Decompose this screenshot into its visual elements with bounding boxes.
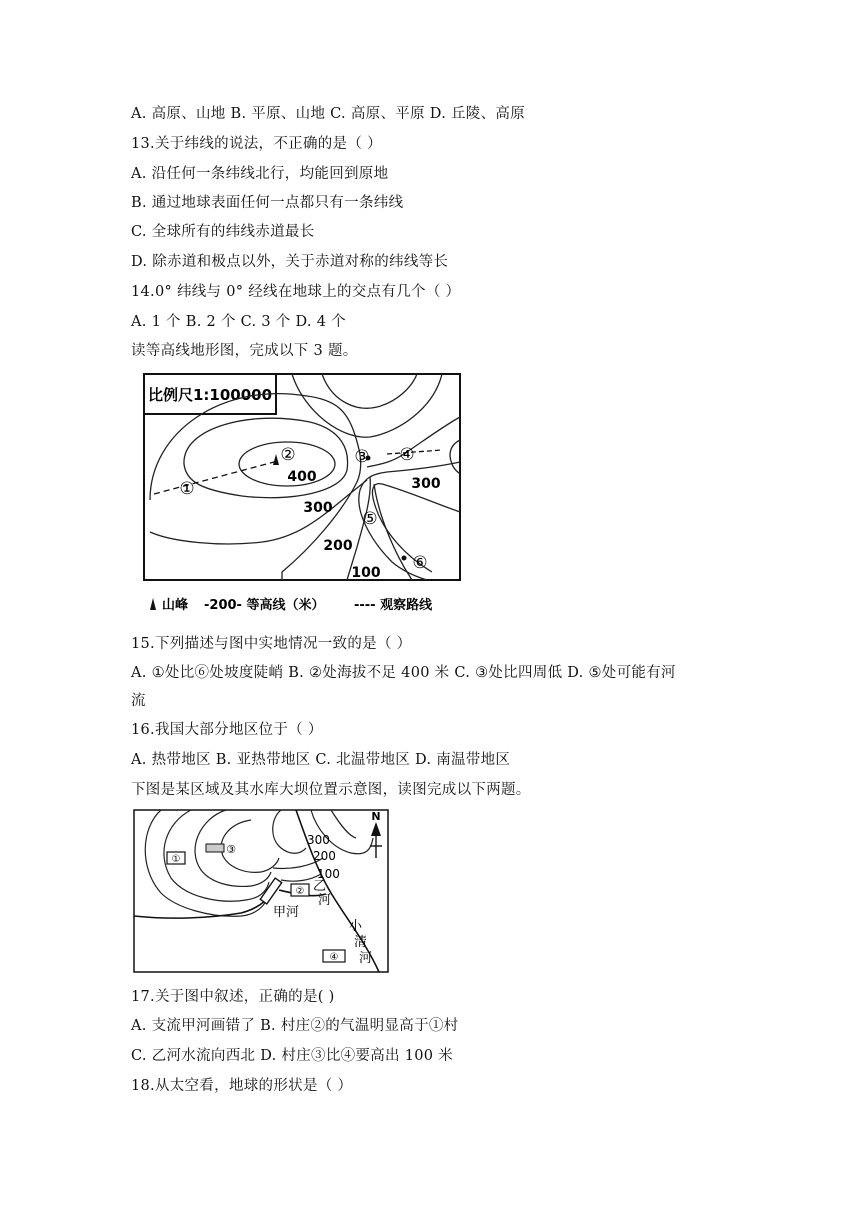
q17-options-cd: C. 乙河水流向西北 D. 村庄③比④要高出 100 米 — [131, 1048, 454, 1064]
q13-option-a: A. 沿任何一条纬线北行，均能回到原地 — [131, 166, 389, 182]
map1-contour-label: 200 — [323, 538, 353, 554]
q18-stem: 18.从太空看，地球的形状是（ ） — [131, 1078, 353, 1094]
q17-options-ab: A. 支流甲河画错了 B. 村庄②的气温明显高于①村 — [131, 1018, 459, 1034]
q14-stem: 14.0° 纬线与 0° 经线在地球上的交点有几个（ ） — [131, 284, 461, 300]
village-4: ④ — [329, 952, 339, 963]
river-yi-label: 河 — [318, 893, 332, 908]
q16-stem: 16.我国大部分地区位于（ ） — [131, 722, 323, 738]
map1-scale: 比例尺1:100000 — [147, 386, 273, 404]
q13-option-c: C. 全球所有的纬线赤道最长 — [131, 224, 315, 240]
map1-intro: 读等高线地形图，完成以下 3 题。 — [131, 343, 358, 359]
reservoir-map — [131, 808, 391, 976]
village-marker — [206, 844, 224, 852]
q13-stem: 13.关于纬线的说法，不正确的是（ ） — [131, 136, 382, 152]
map1-point-6: ⑥ — [412, 553, 428, 573]
north-label: N — [371, 810, 381, 823]
q15-stem: 15.下列描述与图中实地情况一致的是（ ） — [131, 636, 412, 652]
map2-contour-label: 300 — [307, 833, 330, 847]
map1-point-3: ③ — [354, 447, 370, 467]
map1-point-5: ⑤ — [362, 509, 378, 529]
map1-point-2: ② — [280, 445, 296, 465]
q14-options: A. 1 个 B. 2 个 C. 3 个 D. 4 个 — [131, 314, 346, 330]
map1-contour-label: 400 — [287, 469, 317, 485]
village-3: ③ — [226, 843, 236, 856]
q13-option-b: B. 通过地球表面任何一点都只有一条纬线 — [131, 195, 404, 211]
village-1: ① — [171, 854, 181, 865]
river-jia-label: 甲河 — [273, 905, 300, 920]
river-he-label: 河 — [359, 951, 373, 966]
map2-contour-label: 200 — [313, 849, 336, 863]
legend-peak-icon — [150, 598, 156, 610]
q13-option-d: D. 除赤道和极点以外，关于赤道对称的纬线等长 — [131, 254, 449, 270]
river-xiao-label: 小 — [349, 919, 363, 934]
map1-point-1: ① — [179, 479, 195, 499]
river-yi-label: 乙 — [313, 879, 327, 894]
map2-intro: 下图是某区域及其水库大坝位置示意图，读图完成以下两题。 — [131, 782, 531, 798]
map2-contour-label: 100 — [317, 867, 340, 881]
legend-contour-label: -200- 等高线（米） — [204, 598, 325, 613]
q15-options: A. ①处比⑥处坡度陡峭 B. ②处海拔不足 400 米 C. ③处比四周低 D. ⑤处可能有河 — [131, 665, 676, 681]
map1-point-4: ④ — [399, 445, 415, 465]
q15-options-cont: 流 — [131, 693, 146, 709]
q17-stem: 17.关于图中叙述，正确的是( ) — [131, 989, 335, 1005]
contour-map — [142, 372, 462, 618]
village-2: ② — [295, 886, 305, 897]
map1-contour-label: 300 — [303, 500, 333, 516]
q12-options: A. 高原、山地 B. 平原、山地 C. 高原、平原 D. 丘陵、高原 — [131, 106, 526, 122]
legend-peak-label: 山峰 — [162, 598, 189, 613]
q16-options: A. 热带地区 B. 亚热带地区 C. 北温带地区 D. 南温带地区 — [131, 752, 511, 768]
map1-contour-label: 100 — [351, 565, 381, 581]
map1-contour-label: 300 — [411, 476, 441, 492]
legend-route-label: ---- 观察路线 — [354, 598, 433, 613]
river-qing-label: 清 — [354, 935, 368, 950]
